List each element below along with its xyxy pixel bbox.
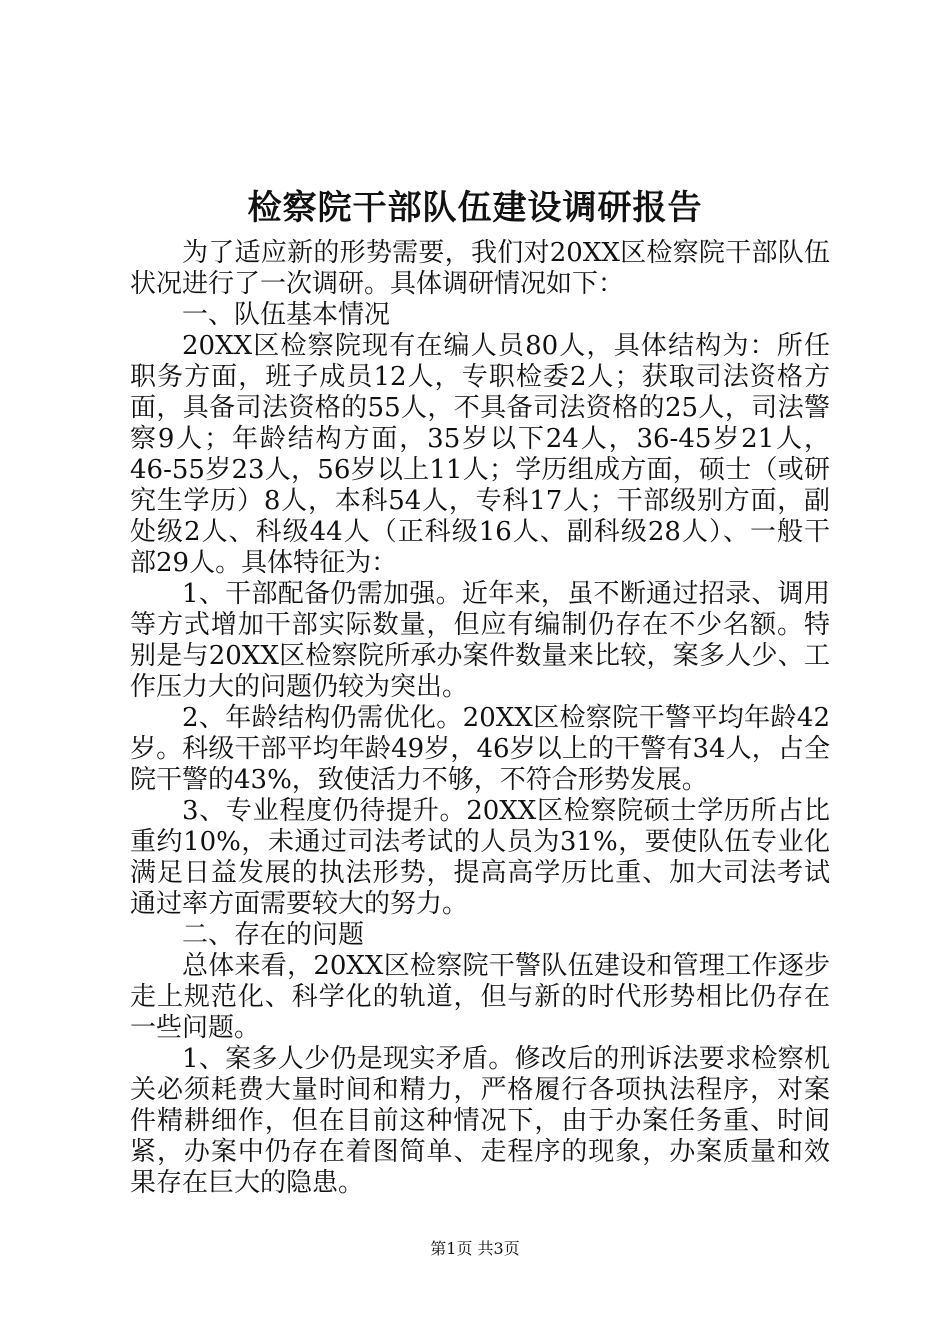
paragraph-point-1-staffing: 1、干部配备仍需加强。近年来，虽不断通过招录、调用等方式增加干部实际数量，但应有编制仍存在不少名额。特别是与20XX区检察院所承办案件数量来比较，案多人少、工作压力大的问题仍较为突出。 — [130, 579, 830, 702]
paragraph-overview: 总体来看，20XX区检察院干警队伍建设和管理工作逐步走上规范化、科学化的轨道，但与新的时代形势相比仍存在一些问题。 — [130, 951, 830, 1043]
section-heading-problems: 二、存在的问题 — [182, 920, 365, 950]
document-body — [130, 238, 830, 1199]
paragraph-problem-1: 1、案多人少仍是现实矛盾。修改后的刑诉法要求检察机关必须耗费大量时间和精力，严格履行各项执法程序，对案件精耕细作，但在目前这种情况下，由于办案任务重、时间紧，办案中仍存在着图简单、走程序的现象，办案质量和效果存在巨大的隐患。 — [130, 1044, 830, 1198]
paragraph-intro: 为了适应新的形势需要，我们对20XX区检察院干部队伍状况进行了一次调研。具体调研情况如下： — [130, 238, 830, 299]
document-title: 检察院干部队伍建设调研报告 — [247, 188, 703, 228]
paragraph-point-3-professionalism: 3、专业程度仍待提升。20XX区检察院硕士学历所占比重约10%，未通过司法考试的人员为31%，要使队伍专业化满足日益发展的执法形势，提高高学历比重、加大司法考试通过率方面需要较大的努力。 — [130, 796, 830, 919]
section-heading-basic-situation: 一、队伍基本情况 — [182, 300, 391, 330]
paragraph-point-2-age-structure: 2、年龄结构仍需优化。20XX区检察院干警平均年龄42岁。科级干部平均年龄49岁，46岁以上的干警有34人，占全院干警的43%，致使活力不够，不符合形势发展。 — [130, 703, 830, 795]
paragraph-staff-structure: 20XX区检察院现有在编人员80人，具体结构为：所任职务方面，班子成员12人，专职检委2人；获取司法资格方面，具备司法资格的55人，不具备司法资格的25人，司法警察9人；年龄结构方面，35岁以下24人，36-45岁21人，46-55岁23人，56岁以上11人；学历组成方面，硕士（或研究生学历）8人，本科54人，专科17人；干部级别方面，副处级2人、科级44人（正科级16人、副科级28人）、一般干部29人。具体特征为： — [130, 331, 830, 578]
page-number-footer: 第1页 共3页 — [430, 1239, 520, 1258]
